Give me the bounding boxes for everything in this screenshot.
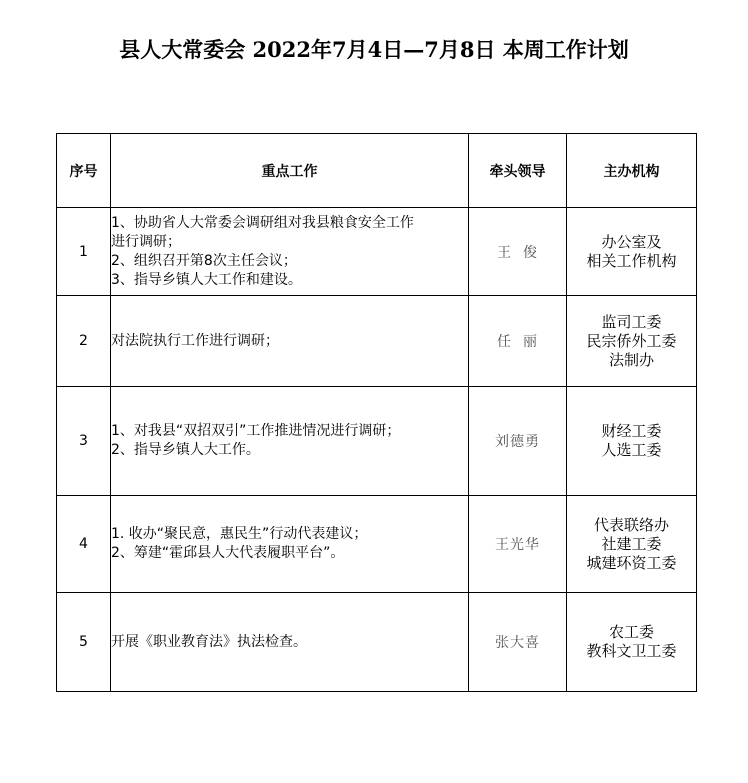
key-work-cell bbox=[111, 296, 469, 387]
lead-leader-cell: 王 俊 bbox=[469, 208, 567, 296]
table-header-row bbox=[57, 134, 697, 208]
work-item-line: 开展《职业教育法》执法检查。 bbox=[111, 633, 307, 650]
host-organ-cell bbox=[567, 208, 697, 296]
key-work-cell bbox=[111, 496, 469, 593]
page-title: 县人大常委会 2022年7月4日—7月8日 本周工作计划 bbox=[119, 37, 629, 62]
work-plan-table bbox=[56, 133, 697, 692]
organ-name: 监司工委 bbox=[601, 312, 662, 331]
organ-name: 人选工委 bbox=[601, 441, 662, 459]
work-item-line: 2、指导乡镇人大工作。 bbox=[111, 442, 260, 458]
table-row bbox=[57, 387, 697, 496]
lead-leader-cell: 刘德勇 bbox=[469, 387, 567, 496]
organ-name: 城建环资工委 bbox=[586, 553, 677, 572]
table-row bbox=[57, 208, 697, 296]
work-item-line: 2、组织召开第8次主任会议； bbox=[111, 252, 297, 269]
organ-name: 民宗侨外工委 bbox=[586, 331, 677, 350]
organ-name: 代表联络办 bbox=[593, 515, 669, 534]
organ-name: 法制办 bbox=[608, 350, 654, 369]
work-item-line: 进行调研； bbox=[111, 233, 181, 250]
key-work-cell bbox=[111, 208, 469, 296]
organ-name: 社建工委 bbox=[601, 534, 662, 553]
row-number: 2 bbox=[57, 296, 111, 387]
host-organ-cell bbox=[567, 496, 697, 593]
organ-name: 教科文卫工委 bbox=[586, 642, 677, 660]
organ-name: 农工委 bbox=[608, 623, 654, 641]
lead-leader-cell: 张大喜 bbox=[469, 593, 567, 692]
lead-leader-cell: 任 丽 bbox=[469, 296, 567, 387]
organ-name: 办公室及 bbox=[601, 232, 662, 251]
header-number: 序号 bbox=[57, 134, 111, 208]
row-number: 5 bbox=[57, 593, 111, 692]
table-row bbox=[57, 296, 697, 387]
row-number: 4 bbox=[57, 496, 111, 593]
work-item-line: 1、对我县“双招双引”工作推进情况进行调研； bbox=[111, 423, 401, 439]
organ-name: 财经工委 bbox=[601, 422, 662, 440]
table-row bbox=[57, 496, 697, 593]
organ-name: 相关工作机构 bbox=[586, 251, 677, 270]
row-number: 3 bbox=[57, 387, 111, 496]
table-row bbox=[57, 593, 697, 692]
work-item-line: 1、协助省人大常委会调研组对我县粮食安全工作 bbox=[111, 214, 414, 231]
work-item-line: 3、指导乡镇人大工作和建设。 bbox=[111, 271, 302, 288]
key-work-cell bbox=[111, 593, 469, 692]
key-work-cell bbox=[111, 387, 469, 496]
header-key-work: 重点工作 bbox=[111, 134, 469, 208]
host-organ-cell bbox=[567, 593, 697, 692]
header-host-organ: 主办机构 bbox=[567, 134, 697, 208]
work-item-line: 1. 收办“聚民意，惠民生”行动代表建议； bbox=[111, 526, 368, 542]
header-lead-leader: 牵头领导 bbox=[469, 134, 567, 208]
row-number: 1 bbox=[57, 208, 111, 296]
host-organ-cell bbox=[567, 387, 697, 496]
lead-leader-cell: 王光华 bbox=[469, 496, 567, 593]
work-item-line: 对法院执行工作进行调研； bbox=[111, 332, 279, 349]
work-item-line: 2、筹建“霍邱县人大代表履职平台”。 bbox=[111, 545, 345, 561]
host-organ-cell bbox=[567, 296, 697, 387]
